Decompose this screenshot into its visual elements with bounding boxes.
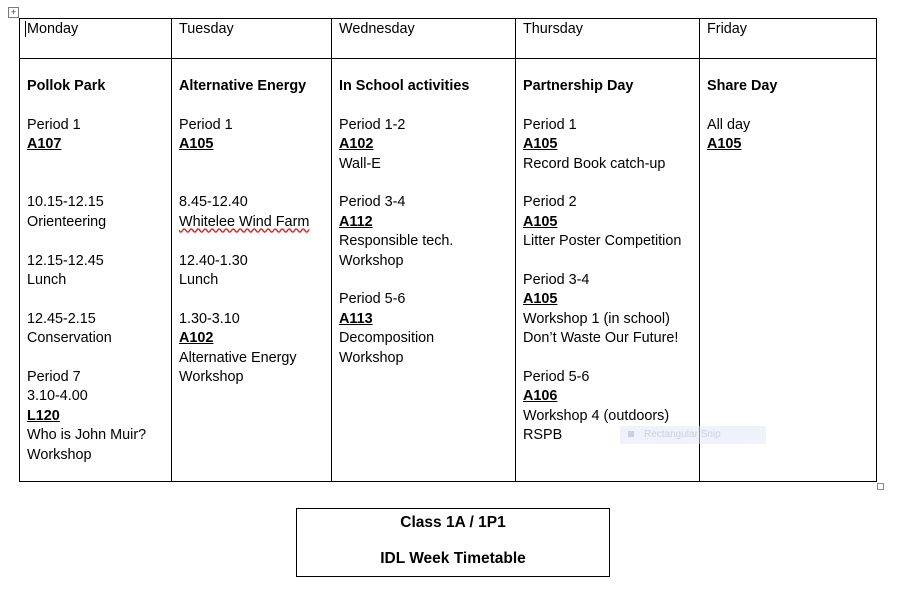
room-code: A102	[339, 136, 374, 153]
schedule-line: Period 5-6	[339, 291, 406, 308]
activity-title: Partnership Day	[523, 78, 634, 94]
room-code: A112	[339, 213, 373, 230]
blank-line	[27, 96, 167, 115]
schedule-line: Period 3-4	[339, 194, 406, 211]
blank-line	[27, 349, 167, 368]
room-code: A107	[27, 136, 62, 153]
schedule-line: Lunch	[27, 272, 67, 288]
rectangular-snip-ghost	[620, 426, 766, 444]
schedule-line: Who is John Muir?	[27, 427, 147, 444]
blank-line	[179, 96, 327, 115]
day-label: Wednesday	[339, 21, 415, 37]
blank-line	[707, 96, 872, 115]
blank-line	[27, 290, 167, 309]
blank-line	[179, 232, 327, 251]
schedule-cell-wednesday[interactable]	[332, 59, 516, 482]
schedule-line: Workshop 4 (outdoors)	[523, 407, 670, 424]
room-code: A113	[339, 310, 373, 327]
schedule-line	[179, 213, 327, 232]
schedule-line: 1.30-3.10	[179, 310, 240, 327]
blank-line	[339, 271, 511, 290]
day-label: Friday	[707, 21, 747, 37]
day-header-monday[interactable]	[20, 19, 172, 59]
schedule-cell-friday[interactable]	[700, 59, 877, 482]
schedule-line: Litter Poster Competition	[523, 233, 682, 250]
schedule-line: All day	[707, 116, 751, 133]
schedule-line: Period 1	[179, 116, 233, 133]
schedule-line: 3.10-4.00	[27, 388, 88, 405]
activity-title: Share Day	[707, 78, 778, 94]
day-label: Monday	[27, 21, 79, 37]
schedule-line: Wall-E	[339, 155, 381, 172]
schedule-line: Don’t Waste Our Future!	[523, 330, 679, 347]
schedule-row	[20, 59, 877, 482]
timetable	[19, 18, 877, 482]
schedule-line: Orienteering	[27, 213, 107, 230]
snip-icon	[628, 431, 634, 437]
room-code: A105	[523, 136, 558, 153]
schedule-line: Workshop 1 (in school)	[523, 310, 670, 327]
room-code: A106	[523, 388, 558, 405]
room-code: A102	[179, 330, 214, 347]
table-resize-icon[interactable]	[877, 483, 884, 490]
schedule-line: Workshop	[339, 252, 404, 269]
table-move-icon[interactable]: +	[8, 7, 19, 18]
schedule-line: Conservation	[27, 330, 112, 347]
blank-line	[523, 174, 695, 193]
room-code: A105	[707, 136, 742, 153]
schedule-line: 8.45-12.40	[179, 194, 248, 211]
blank-line	[179, 290, 327, 309]
class-title: Class 1A / 1P1	[400, 514, 506, 531]
schedule-line: RSPB	[523, 427, 563, 444]
room-code: L120	[27, 407, 60, 424]
schedule-line: Workshop	[27, 446, 92, 463]
day-header-tuesday[interactable]	[172, 19, 332, 59]
schedule-cell-monday[interactable]	[20, 59, 172, 482]
day-header-thursday[interactable]	[516, 19, 700, 59]
timetable-title: IDL Week Timetable	[380, 550, 526, 567]
schedule-line: Period 5-6	[523, 369, 590, 386]
schedule-line: 12.40-1.30	[179, 252, 248, 269]
schedule-line: Alternative Energy	[179, 349, 297, 366]
blank-line	[27, 174, 167, 193]
schedule-line: Decomposition	[339, 330, 435, 347]
schedule-line: Period 1	[27, 116, 81, 133]
blank-line	[179, 155, 327, 174]
schedule-line: Period 2	[523, 194, 577, 211]
schedule-line: 10.15-12.15	[27, 194, 104, 211]
schedule-line: Responsible tech.	[339, 233, 454, 250]
day-label: Thursday	[523, 21, 583, 37]
schedule-line: 12.45-2.15	[27, 310, 96, 327]
blank-line	[179, 174, 327, 193]
blank-line	[523, 96, 695, 115]
activity-title: Alternative Energy	[179, 78, 307, 94]
day-label: Tuesday	[179, 21, 234, 37]
blank-line	[27, 232, 167, 251]
activity-title: In School activities	[339, 78, 470, 94]
blank-line	[523, 349, 695, 368]
schedule-line: Workshop	[339, 349, 404, 366]
day-header-friday[interactable]	[700, 19, 877, 59]
blank-line	[339, 174, 511, 193]
room-code: A105	[179, 136, 214, 153]
schedule-line: Period 3-4	[523, 272, 590, 289]
caption-text-box[interactable]	[296, 508, 610, 577]
schedule-line: Record Book catch-up	[523, 155, 666, 172]
blank-line	[523, 252, 695, 271]
activity-title: Pollok Park	[27, 78, 106, 94]
day-header-row	[20, 19, 877, 59]
schedule-line: Period 1	[523, 116, 577, 133]
room-code: A105	[523, 291, 558, 308]
schedule-cell-thursday[interactable]	[516, 59, 700, 482]
blank-line	[27, 155, 167, 174]
schedule-line: Workshop	[179, 369, 244, 386]
spellcheck-flagged-text: Whitelee Wind Farm	[179, 213, 310, 230]
day-header-wednesday[interactable]	[332, 19, 516, 59]
room-code: A105	[523, 213, 558, 230]
schedule-cell-tuesday[interactable]	[172, 59, 332, 482]
blank-line	[339, 96, 511, 115]
schedule-line: Period 1-2	[339, 116, 406, 133]
schedule-line: 12.15-12.45	[27, 252, 104, 269]
schedule-line: Period 7	[27, 369, 81, 385]
snip-label: Rectangular Snip	[644, 429, 721, 440]
schedule-line: Lunch	[179, 272, 219, 288]
